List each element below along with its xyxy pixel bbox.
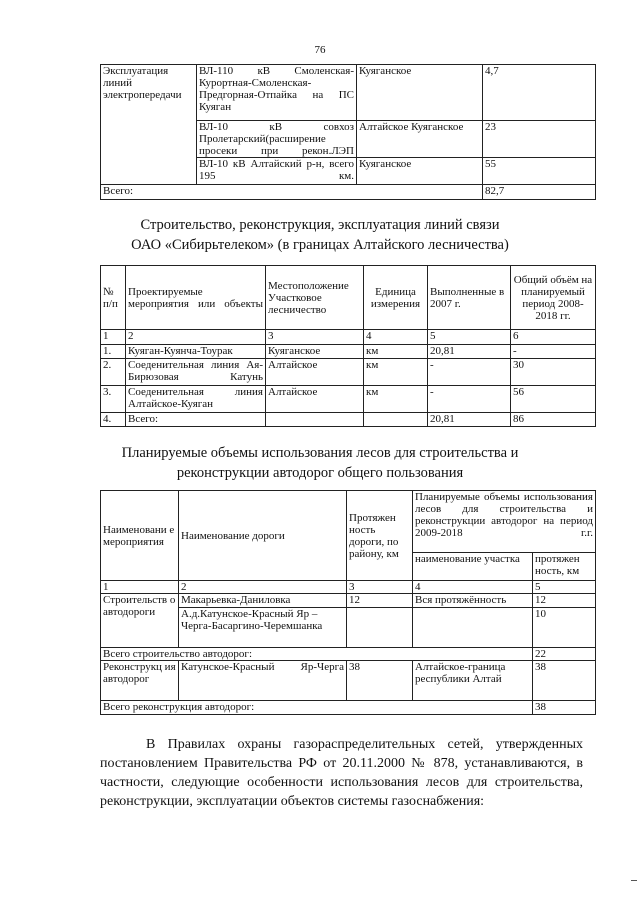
power-line-forestry: Куяганское <box>357 65 483 121</box>
comm-lines-heading-line1: Строительство, реконструкция, эксплуатация линий связи <box>140 217 500 233</box>
header-activity-name: Наименовани е мероприятия <box>101 491 179 581</box>
column-number: 1 <box>101 581 179 594</box>
road-name: Катунское-Красный Яр-Черга <box>179 661 347 701</box>
power-lines-total-label: Всего: <box>101 185 483 200</box>
paragraph-line: реконструкции, эксплуатации объектов системы газоснабжения: <box>100 794 485 809</box>
road-length: 38 <box>347 661 413 701</box>
reconstruction-total-label: Всего реконструкция автодорог: <box>101 701 533 715</box>
column-number: 2 <box>179 581 347 594</box>
header-road-name: Наименование дороги <box>179 491 347 581</box>
scan-edge-mark <box>631 880 637 881</box>
header-section-length: протяжен ность, км <box>533 553 596 581</box>
header-total: Общий объём на планируемый период 2008-2018 гг. <box>511 266 596 330</box>
section-length: 38 <box>533 661 596 701</box>
reconstruction-activity: Реконструкц ия автодорог <box>101 661 179 701</box>
column-number: 6 <box>511 330 596 345</box>
row-unit: км <box>364 386 428 413</box>
power-line-object: ВЛ-10 кВ Алтайский р-н, всего 195 км. <box>197 158 357 185</box>
row-unit: км <box>364 359 428 386</box>
table-row <box>101 661 596 701</box>
section-name: Вся протяжённость <box>413 594 533 608</box>
column-number: 1 <box>101 330 126 345</box>
table-row <box>101 386 596 413</box>
road-length: 12 <box>347 594 413 608</box>
row-number: 2. <box>101 359 126 386</box>
comm-lines-heading-line2: ОАО «Сибирьтелеком» (в границах Алтайского лесничества) <box>131 237 509 253</box>
power-line-forestry: Куяганское <box>357 158 483 185</box>
power-line-value: 55 <box>483 158 596 185</box>
column-number: 4 <box>364 330 428 345</box>
table-row <box>101 345 596 359</box>
row-forestry: Алтайское <box>266 359 364 386</box>
roads-heading-line1: Планируемые объемы использования лесов для строительства и <box>121 445 519 461</box>
section-name <box>413 608 533 648</box>
gas-rules-paragraph <box>100 735 583 811</box>
road-name: Макарьевка-Даниловка <box>179 594 347 608</box>
column-number: 3 <box>347 581 413 594</box>
row-name: Соеденительная линия Алтайское-Куяган <box>126 386 266 413</box>
row-unit: км <box>364 345 428 359</box>
roads-heading-line2: реконструкции автодорог общего пользования <box>176 465 464 481</box>
construction-total-label: Всего строительство автодорог: <box>101 648 533 661</box>
paragraph-line: постановлением Правительства РФ от 20.11.2000 № 878, устанавливаются, в <box>100 756 583 771</box>
road-name: А.д.Катунское-Красный Яр – Черга-Басаргино-Черемшанка <box>179 608 347 648</box>
row-total: 86 <box>511 413 596 427</box>
comm-lines-table <box>100 265 596 427</box>
construction-activity: Строительств о автодороги <box>101 594 179 648</box>
header-activity: Проектируемые мероприятия или объекты <box>126 266 266 330</box>
row-unit <box>364 413 428 427</box>
road-length <box>347 608 413 648</box>
header-section-name: наименование участка <box>413 553 533 581</box>
row-name: Соеденительная линия Ая-Бирюзовая Катунь <box>126 359 266 386</box>
section-length: 10 <box>533 608 596 648</box>
header-location: Местоположение Участковое лесничество <box>266 266 364 330</box>
reconstruction-total-value: 38 <box>533 701 596 715</box>
column-number: 2 <box>126 330 266 345</box>
paragraph-line: В Правилах охраны газораспределительных сетей, утвержденных <box>146 737 583 752</box>
paragraph-line: частности, следующие особенности использования лесов для строительства, <box>100 775 583 790</box>
roads-table <box>100 490 596 715</box>
power-lines-table <box>100 64 596 200</box>
header-done: Выполненные в 2007 г. <box>428 266 511 330</box>
header-number: № п/п <box>101 266 126 330</box>
row-total: 30 <box>511 359 596 386</box>
table-row <box>101 594 596 608</box>
row-forestry: Куяганское <box>266 345 364 359</box>
power-line-value: 4,7 <box>483 65 596 121</box>
power-line-forestry: Алтайское Куяганское <box>357 121 483 158</box>
power-line-object: ВЛ-10 кВ совхоз Пролетарский(расширение просеки при рекон.ЛЭП <box>197 121 357 158</box>
construction-total-value: 22 <box>533 648 596 661</box>
header-road-length: Протяжен ность дороги, по району, км <box>347 491 413 581</box>
column-number: 4 <box>413 581 533 594</box>
header-planned-volumes: Планируемые объемы использования лесов для строительства и реконструкции автодорог на период 2009-2018 г.г. <box>413 491 596 553</box>
row-forestry: Алтайское <box>266 386 364 413</box>
row-total: 56 <box>511 386 596 413</box>
column-number: 5 <box>428 330 511 345</box>
power-line-value: 23 <box>483 121 596 158</box>
section-length: 12 <box>533 594 596 608</box>
header-unit: Единица измерения <box>364 266 428 330</box>
row-name: Всего: <box>126 413 266 427</box>
row-name: Куяган-Куянча-Тоурак <box>126 345 266 359</box>
power-line-object: ВЛ-110 кВ Смоленская-Курортная-Смоленская-Предгорная-Отпайка на ПС Куяган <box>197 65 357 121</box>
row-done: - <box>428 359 511 386</box>
row-number: 1. <box>101 345 126 359</box>
row-total: - <box>511 345 596 359</box>
row-done: - <box>428 386 511 413</box>
table-row <box>101 359 596 386</box>
section-name: Алтайское-граница республики Алтай <box>413 661 533 701</box>
column-number: 5 <box>533 581 596 594</box>
row-forestry <box>266 413 364 427</box>
page-number: 76 <box>314 44 326 56</box>
power-lines-total-value: 82,7 <box>483 185 596 200</box>
power-lines-group-label: Эксплуатация линий электропередачи <box>101 65 197 185</box>
table-row <box>101 413 596 427</box>
row-number: 4. <box>101 413 126 427</box>
row-number: 3. <box>101 386 126 413</box>
row-done: 20,81 <box>428 345 511 359</box>
column-number: 3 <box>266 330 364 345</box>
row-done: 20,81 <box>428 413 511 427</box>
